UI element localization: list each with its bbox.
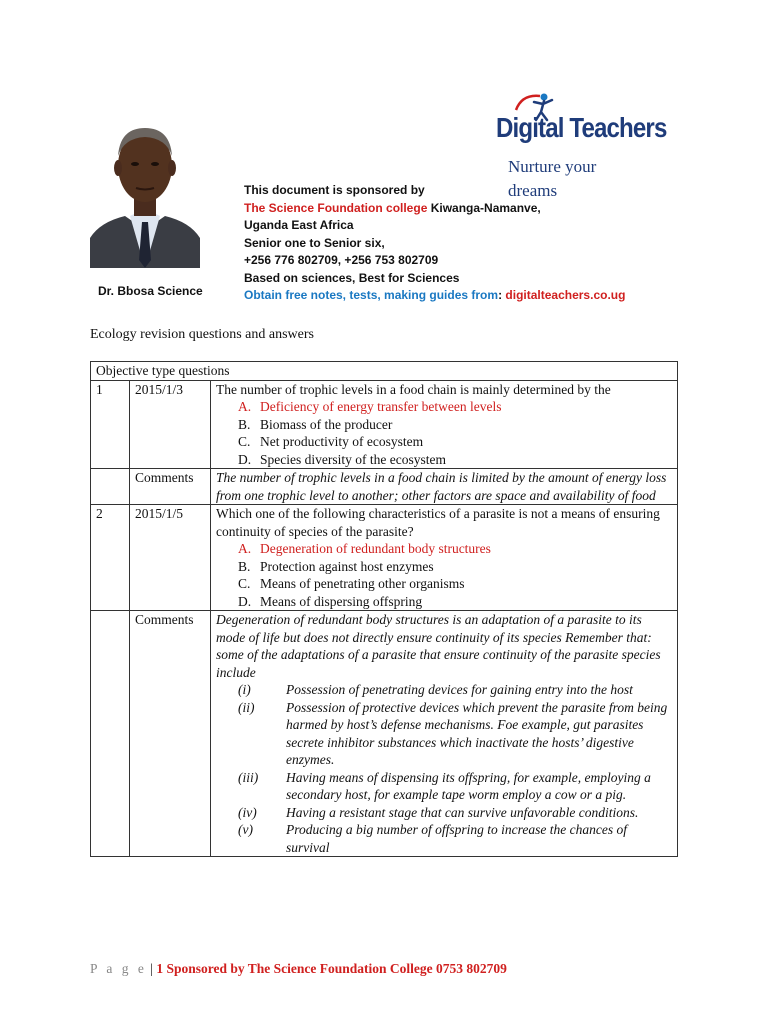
adaptation-numeral: (v) xyxy=(238,822,253,837)
comments-label: Comments xyxy=(130,469,211,505)
adaptation-text: Possession of penetrating devices for gaining entry into the host xyxy=(286,682,633,697)
option-letter: D. xyxy=(238,451,252,467)
questions-table xyxy=(90,361,678,857)
option-text: Means of penetrating other organisms xyxy=(260,576,465,591)
sponsor-intro: This document is sponsored by xyxy=(244,183,425,197)
question-number: 1 xyxy=(91,380,130,469)
website-link[interactable]: digitalteachers.co.ug xyxy=(505,288,626,302)
notes-prefix: Obtain free notes, tests, making guides from xyxy=(244,288,499,302)
logo-wordmark: Digital Teachers xyxy=(496,112,667,143)
question-cell xyxy=(211,380,678,469)
digital-teachers-logo xyxy=(496,92,676,152)
question-cell xyxy=(211,505,678,611)
college-location: Kiwanga-Namanve, xyxy=(427,200,541,215)
footer-separator: | xyxy=(146,961,157,976)
notes-line xyxy=(244,287,684,305)
table-heading: Objective type questions xyxy=(91,362,678,381)
option-text: Means of dispersing offspring xyxy=(260,593,423,609)
option-a xyxy=(216,398,672,416)
option-d xyxy=(216,451,672,469)
option-letter: C. xyxy=(238,434,251,449)
adaptation-text: Producing a big number of offspring to increase the chances of survival xyxy=(286,822,627,855)
footer-sponsor: Sponsored by The Science Foundation College 0753 802709 xyxy=(163,961,507,976)
option-list xyxy=(216,540,672,610)
country-line: Uganda East Africa xyxy=(244,218,354,232)
option-letter: A. xyxy=(238,541,252,556)
adaptation-text: Having a resistant stage that can survive unfavorable conditions. xyxy=(286,804,639,820)
college-line xyxy=(244,200,684,218)
adaptation-numeral: (i) xyxy=(238,682,251,697)
option-letter: C. xyxy=(238,576,251,591)
option-list xyxy=(216,398,672,468)
comment-text: The number of trophic levels in a food chain is limited by the amount of energy loss from one trophic level to another; other factors are space and availability of food xyxy=(211,469,678,505)
option-c xyxy=(216,575,672,593)
tagline-line-2: dreams xyxy=(508,181,558,200)
question-row xyxy=(91,505,678,611)
tagline-line-1: Nurture your xyxy=(508,157,597,176)
option-text: Protection against host enzymes xyxy=(260,558,434,574)
author-portrait xyxy=(90,110,200,268)
option-letter: A. xyxy=(238,399,252,414)
photo-caption: Dr. Bbosa Science xyxy=(98,284,203,298)
comment-row xyxy=(91,469,678,505)
comments-label: Comments xyxy=(130,611,211,857)
adaptation-text: Possession of protective devices which prevent the parasite from being harmed by host’s defense mechanisms. Foe example, gut parasites secrete inhibitor substances which inactivate the hosts’ digestive enzymes. xyxy=(286,699,668,767)
question-code: 2015/1/3 xyxy=(130,380,211,469)
option-letter: D. xyxy=(238,593,252,609)
adaptation-item xyxy=(216,821,672,856)
option-letter: B. xyxy=(238,558,251,574)
comment-row xyxy=(91,611,678,857)
levels-line: Senior one to Senior six, xyxy=(244,235,385,250)
option-b xyxy=(216,558,672,576)
adaptation-item xyxy=(216,769,672,804)
adaptation-text: Having means of dispensing its offspring, for example, employing a secondary host, for example tape worm employ a cow or a pig. xyxy=(286,769,651,802)
option-a xyxy=(216,540,672,558)
college-name: The Science Foundation college xyxy=(244,200,428,215)
option-text: Species diversity of the ecosystem xyxy=(260,451,446,467)
adaptation-numeral: (iv) xyxy=(238,804,257,820)
sponsor-block xyxy=(244,182,684,305)
option-text: Degeneration of redundant body structures xyxy=(260,541,491,556)
phones-line: +256 776 802709, +256 753 802709 xyxy=(244,253,439,267)
question-text: Which one of the following characteristics of a parasite is not a means of ensuring continuity of species of the parasite? xyxy=(216,506,660,539)
page-number: 1 xyxy=(156,961,164,976)
question-number: 2 xyxy=(91,505,130,611)
option-text: Biomass of the producer xyxy=(260,416,393,432)
option-d xyxy=(216,593,672,611)
option-text: Deficiency of energy transfer between levels xyxy=(260,399,502,414)
comment-intro: Degeneration of redundant body structures is an adaptation of a parasite to its mode of life but does not directly ensure continuity of its species Remember that: some of the adaptations of a parasite that ensure continuity of the parasite species include xyxy=(216,612,661,680)
adaptation-item xyxy=(216,681,672,699)
notes-colon: : xyxy=(498,288,506,302)
adaptation-numeral: (iii) xyxy=(238,769,259,785)
focus-line: Based on sciences, Best for Sciences xyxy=(244,270,460,285)
adaptation-item xyxy=(216,804,672,822)
question-row xyxy=(91,380,678,469)
adaptation-item xyxy=(216,699,672,769)
page-footer xyxy=(90,961,507,977)
question-text: The number of trophic levels in a food chain is mainly determined by the xyxy=(216,381,611,397)
adaptation-list xyxy=(216,681,672,856)
option-c xyxy=(216,433,672,451)
adaptation-numeral: (ii) xyxy=(238,699,255,715)
table-heading-row xyxy=(91,362,678,381)
comment-cell xyxy=(211,611,678,857)
option-letter: B. xyxy=(238,416,251,432)
option-text: Net productivity of ecosystem xyxy=(260,434,424,449)
option-b xyxy=(216,416,672,434)
question-code: 2015/1/5 xyxy=(130,505,211,611)
document-title: Ecology revision questions and answers xyxy=(90,327,314,342)
page-word: P a g e xyxy=(90,961,147,976)
